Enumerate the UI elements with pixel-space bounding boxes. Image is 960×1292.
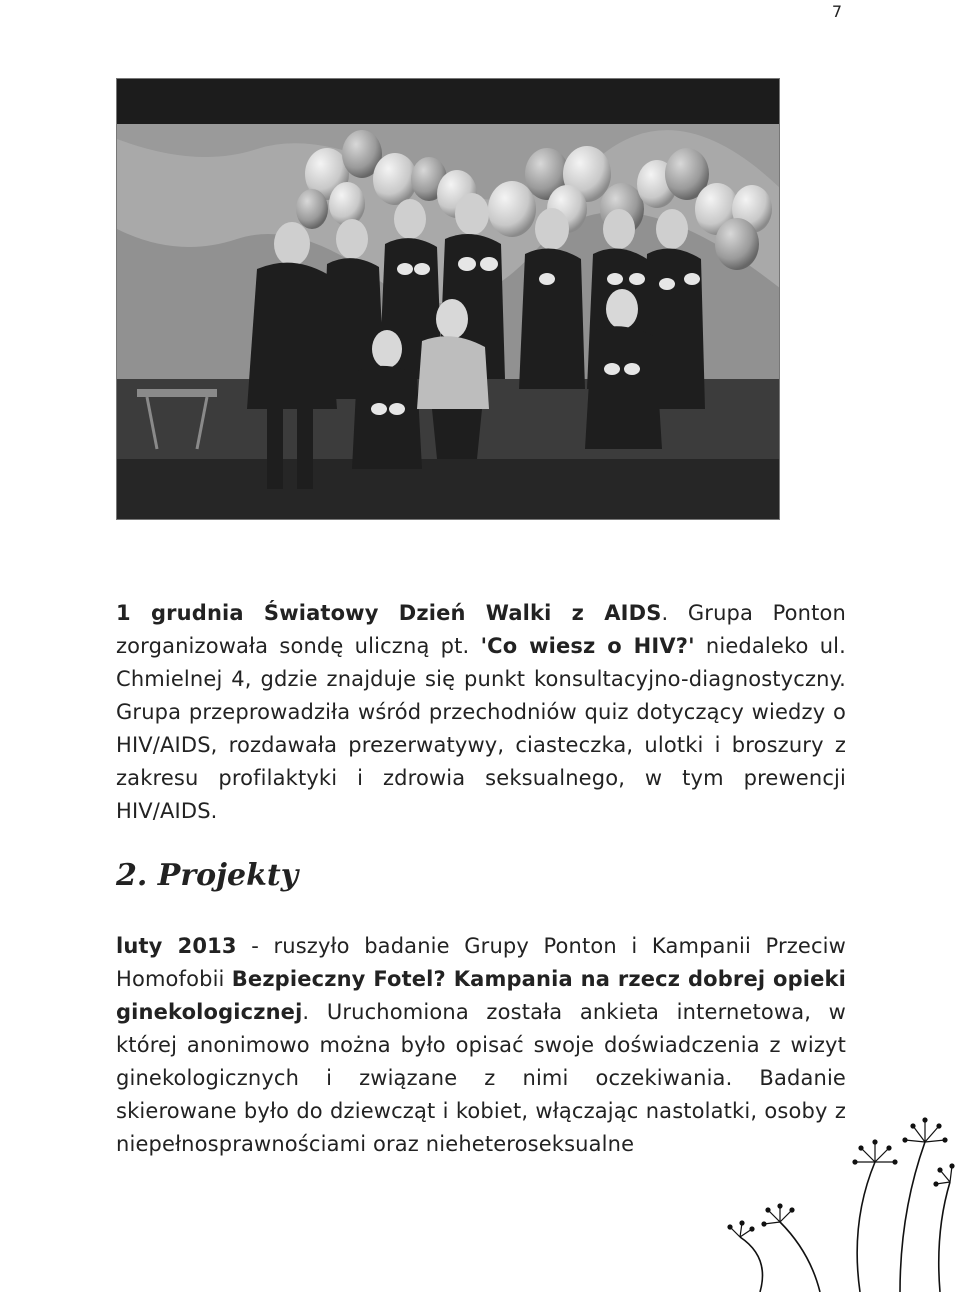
project-date: luty 2013 (116, 934, 237, 958)
paragraph-text: . Uruchomiona została ankieta internetowa, w której anonimowo można było opisać swoje doświadczenia z wizyt ginekologicznych i związane z nimi oczekiwania. Badanie skierowane było do dziewcząt i kobiet, włączając nastolatki, osoby z niepełnosprawnościami oraz nieheteroseksualne (116, 1000, 846, 1156)
dandelion-decoration-icon (700, 1052, 960, 1292)
paragraph-world-aids-day (116, 597, 846, 828)
event-date: 1 grudnia Światowy Dzień Walki z AIDS (116, 601, 662, 625)
paragraph-text: niedaleko ul. Chmielnej 4, gdzie znajduje się punkt konsultacyjno-diagnostyczny. Grupa przeprowadziła wśród przechodniów quiz dotyczący wiedzy o HIV/AIDS, rozdawała prezerwatywy, ciasteczka, ulotki i broszury z zakresu profilaktyki i zdrowia seksualnego, w tym prewencji HIV/AIDS. (116, 634, 846, 823)
paragraph-text: . Grupa Ponton zorganizowała sondę uliczną pt. (116, 601, 846, 658)
page-number: 7 (831, 2, 842, 21)
campaign-title: Bezpieczny Fotel? Kampania na rzecz dobrej opieki ginekologicznej (116, 967, 847, 1024)
paragraph-text: - ruszyło badanie Grupy Ponton i Kampanii Przeciw Homofobii (116, 934, 846, 991)
section-heading: 2. Projekty (116, 858, 299, 893)
group-photo (116, 78, 780, 520)
survey-title: 'Co wiesz o HIV?' (480, 634, 695, 658)
